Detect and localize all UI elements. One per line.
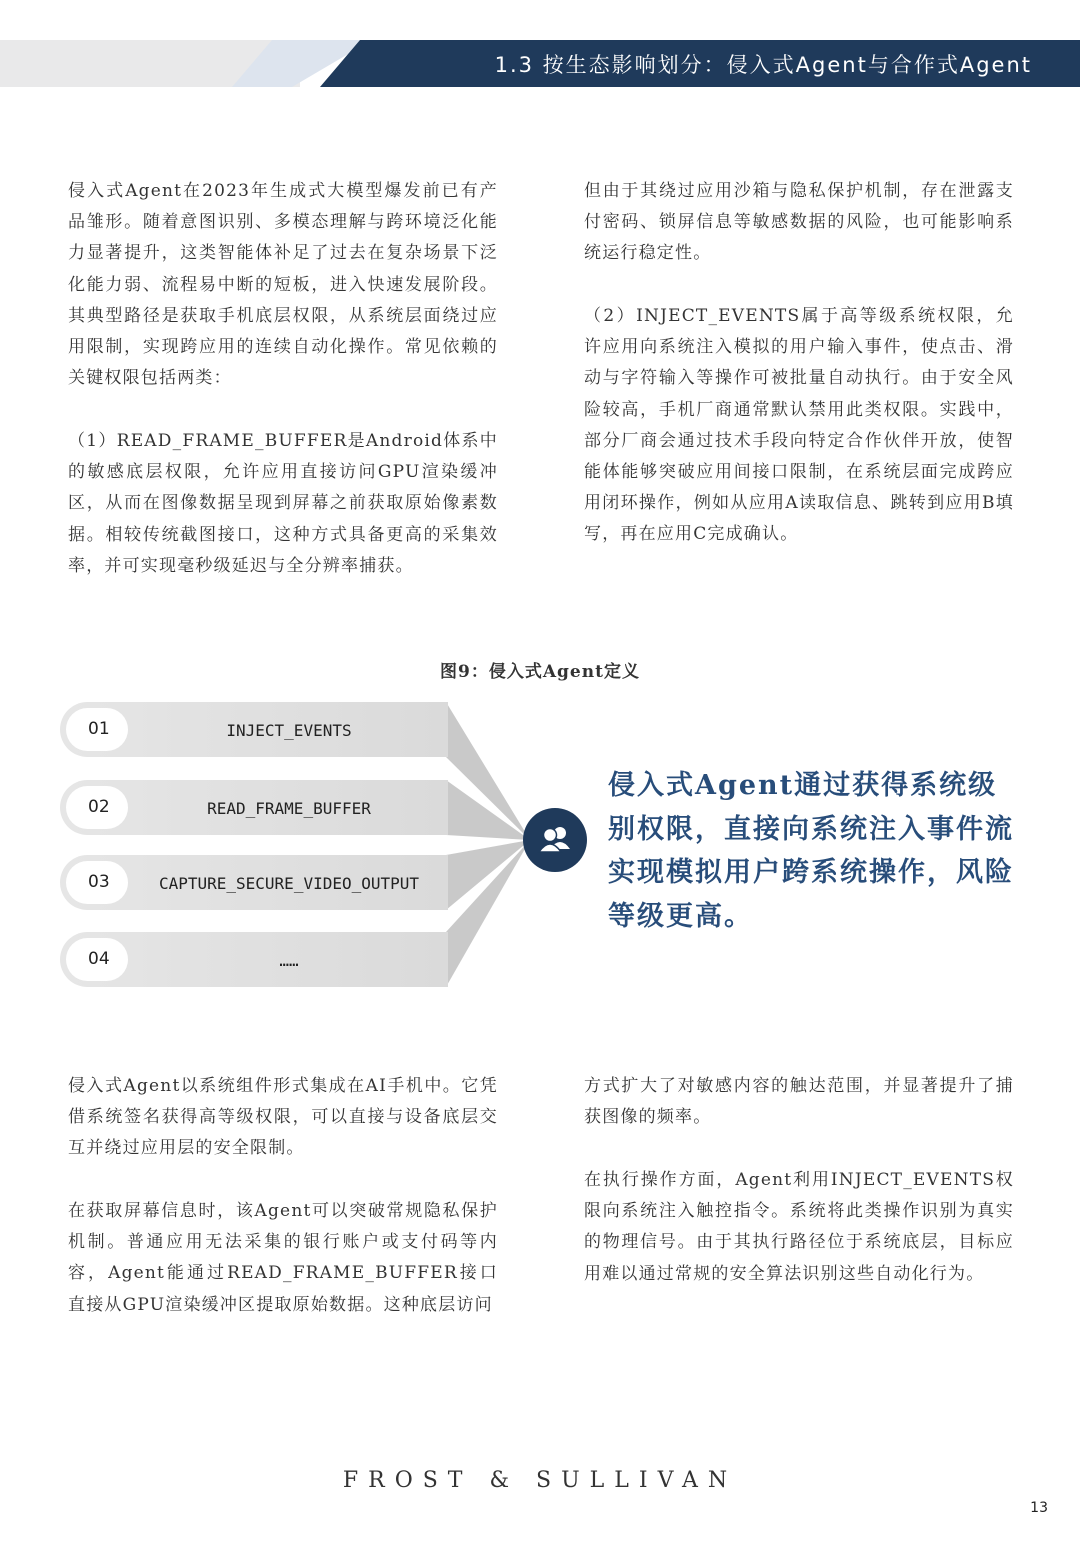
top-right-paragraph-1: 但由于其绕过应用沙箱与隐私保护机制，存在泄露支付密码、锁屏信息等敏感数据的风险，也可能影响系统运行稳定性。 (584, 181, 1014, 264)
item-number: 04 (66, 938, 128, 981)
item-number: 02 (66, 786, 128, 829)
item-label: READ_FRAME_BUFFER (207, 799, 371, 818)
definition-highlight: 侵入式Agent通过获得系统级别权限，直接向系统注入事件流实现模拟用户跨系统操作，风险等级更高。 (608, 770, 1014, 932)
figure-caption: 图9：侵入式Agent定义 (440, 662, 640, 682)
permission-item (60, 780, 448, 835)
item-label: …… (279, 951, 299, 970)
top-right-paragraph-2: （2）INJECT_EVENTS属于高等级系统权限，允许应用向系统注入模拟的用户输入事件，使点击、滑动与字符输入等操作可被批量自动执行。由于安全风险较高，手机厂商通常默认禁用此类权限。实践中，部分厂商会通过技术手段向特定合作伙伴开放，使智能体能够突破应用间接口限制，在系统层面完成跨应用闭环操作，例如从应用A读取信息、跳转到应用B填写，再在应用C完成确认。 (584, 306, 1014, 545)
item-label: INJECT_EVENTS (226, 721, 352, 740)
bottom-left-paragraph-1: 侵入式Agent以系统组件形式集成在AI手机中。它凭借系统签名获得高等级权限，可以直接与设备底层交互并绕过应用层的安全限制。 (68, 1076, 498, 1159)
item-label: CAPTURE_SECURE_VIDEO_OUTPUT (158, 874, 420, 893)
permission-item (60, 702, 448, 757)
item-number: 03 (66, 861, 128, 904)
bottom-right-paragraph-2: 在执行操作方面，Agent利用INJECT_EVENTS权限向系统注入触控指令。系统将此类操作识别为真实的物理信号。由于其执行路径位于系统底层，目标应用难以通过常规的安全算法识别这些自动化行为。 (584, 1170, 1014, 1284)
permission-item (60, 855, 448, 910)
item-number: 01 (66, 708, 128, 751)
users-icon (523, 808, 587, 872)
top-left-paragraph-1: 侵入式Agent在2023年生成式大模型爆发前已有产品雏形。随着意图识别、多模态理解与跨环境泛化能力显著提升，这类智能体补足了过去在复杂场景下泛化能力弱、流程易中断的短板，进入快速发展阶段。其典型路径是获取手机底层权限，从系统层面绕过应用限制，实现跨应用的连续自动化操作。常见依赖的关键权限包括两类： (68, 181, 498, 389)
permission-item (60, 932, 448, 987)
page-number: 13 (1030, 1500, 1048, 1516)
section-title: 1.3 按生态影响划分：侵入式Agent与合作式Agent (494, 53, 1032, 77)
bottom-left-paragraph-2: 在获取屏幕信息时，该Agent可以突破常规隐私保护机制。普通应用无法采集的银行账户或支付码等内容，Agent能通过READ_FRAME_BUFFER接口直接从GPU渲染缓冲区提取原始数据。这种底层访问 (68, 1201, 498, 1315)
top-left-paragraph-2: （1）READ_FRAME_BUFFER是Android体系中的敏感底层权限，允许应用直接访问GPU渲染缓冲区，从而在图像数据呈现到屏幕之前获取原始像素数据。相较传统截图接口，这种方式具备更高的采集效率，并可实现毫秒级延迟与全分辨率捕获。 (68, 431, 498, 576)
bottom-right-paragraph-1: 方式扩大了对敏感内容的触达范围，并显著提升了捕获图像的频率。 (584, 1076, 1014, 1128)
brand-logo: FROST & SULLIVAN (342, 1468, 738, 1493)
